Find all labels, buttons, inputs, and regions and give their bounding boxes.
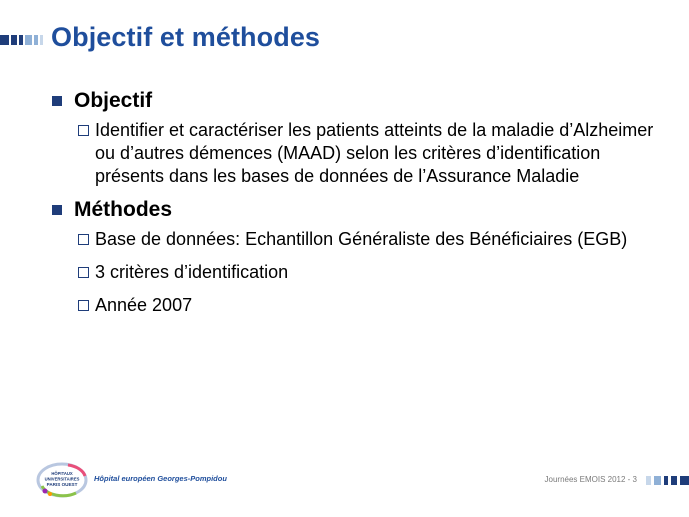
section-heading-objectif bbox=[52, 89, 672, 113]
list-item-text: Identifier et caractériser les patients atteints de la maladie d’Alzheimer ou d’autres démences (MAAD) selon les critères d’identification présents dans les bases de données de l’Assurance Maladie bbox=[95, 120, 654, 186]
hollow-square-bullet-icon bbox=[78, 125, 89, 136]
hollow-square-bullet-icon bbox=[78, 234, 89, 245]
square-bullet-icon bbox=[52, 96, 62, 106]
hollow-square-bullet-icon bbox=[78, 300, 89, 311]
list-item-text: 3 critères d’identification bbox=[95, 262, 289, 282]
logo-line: UNIVERSITAIRES bbox=[44, 476, 80, 482]
title-decoration bbox=[0, 35, 43, 45]
footer-decoration bbox=[646, 476, 689, 485]
slide-content bbox=[52, 89, 672, 327]
list-item bbox=[78, 119, 672, 188]
list-item-text: Année 2007 bbox=[95, 295, 193, 315]
hospital-name: Hôpital européen Georges-Pompidou bbox=[94, 474, 227, 483]
list-item bbox=[78, 228, 672, 251]
section-heading-label: Objectif bbox=[74, 89, 153, 112]
aphp-circle-logo-icon bbox=[36, 462, 88, 498]
logo-line: HÔPITAUX bbox=[51, 471, 73, 476]
logo-line: PARIS OUEST bbox=[46, 482, 78, 487]
hospital-logo bbox=[36, 462, 227, 500]
title-bar bbox=[0, 22, 689, 56]
hollow-square-bullet-icon bbox=[78, 267, 89, 278]
section-heading-methodes bbox=[52, 198, 672, 222]
square-bullet-icon bbox=[52, 205, 62, 215]
slide-footer: Journées EMOIS 2012 - 3 bbox=[544, 475, 637, 484]
list-item bbox=[78, 294, 672, 317]
slide-title: Objectif et méthodes bbox=[51, 22, 321, 52]
list-item bbox=[78, 261, 672, 284]
list-item-text: Base de données: Echantillon Généraliste des Bénéficiaires (EGB) bbox=[95, 229, 628, 249]
section-heading-label: Méthodes bbox=[74, 198, 173, 221]
